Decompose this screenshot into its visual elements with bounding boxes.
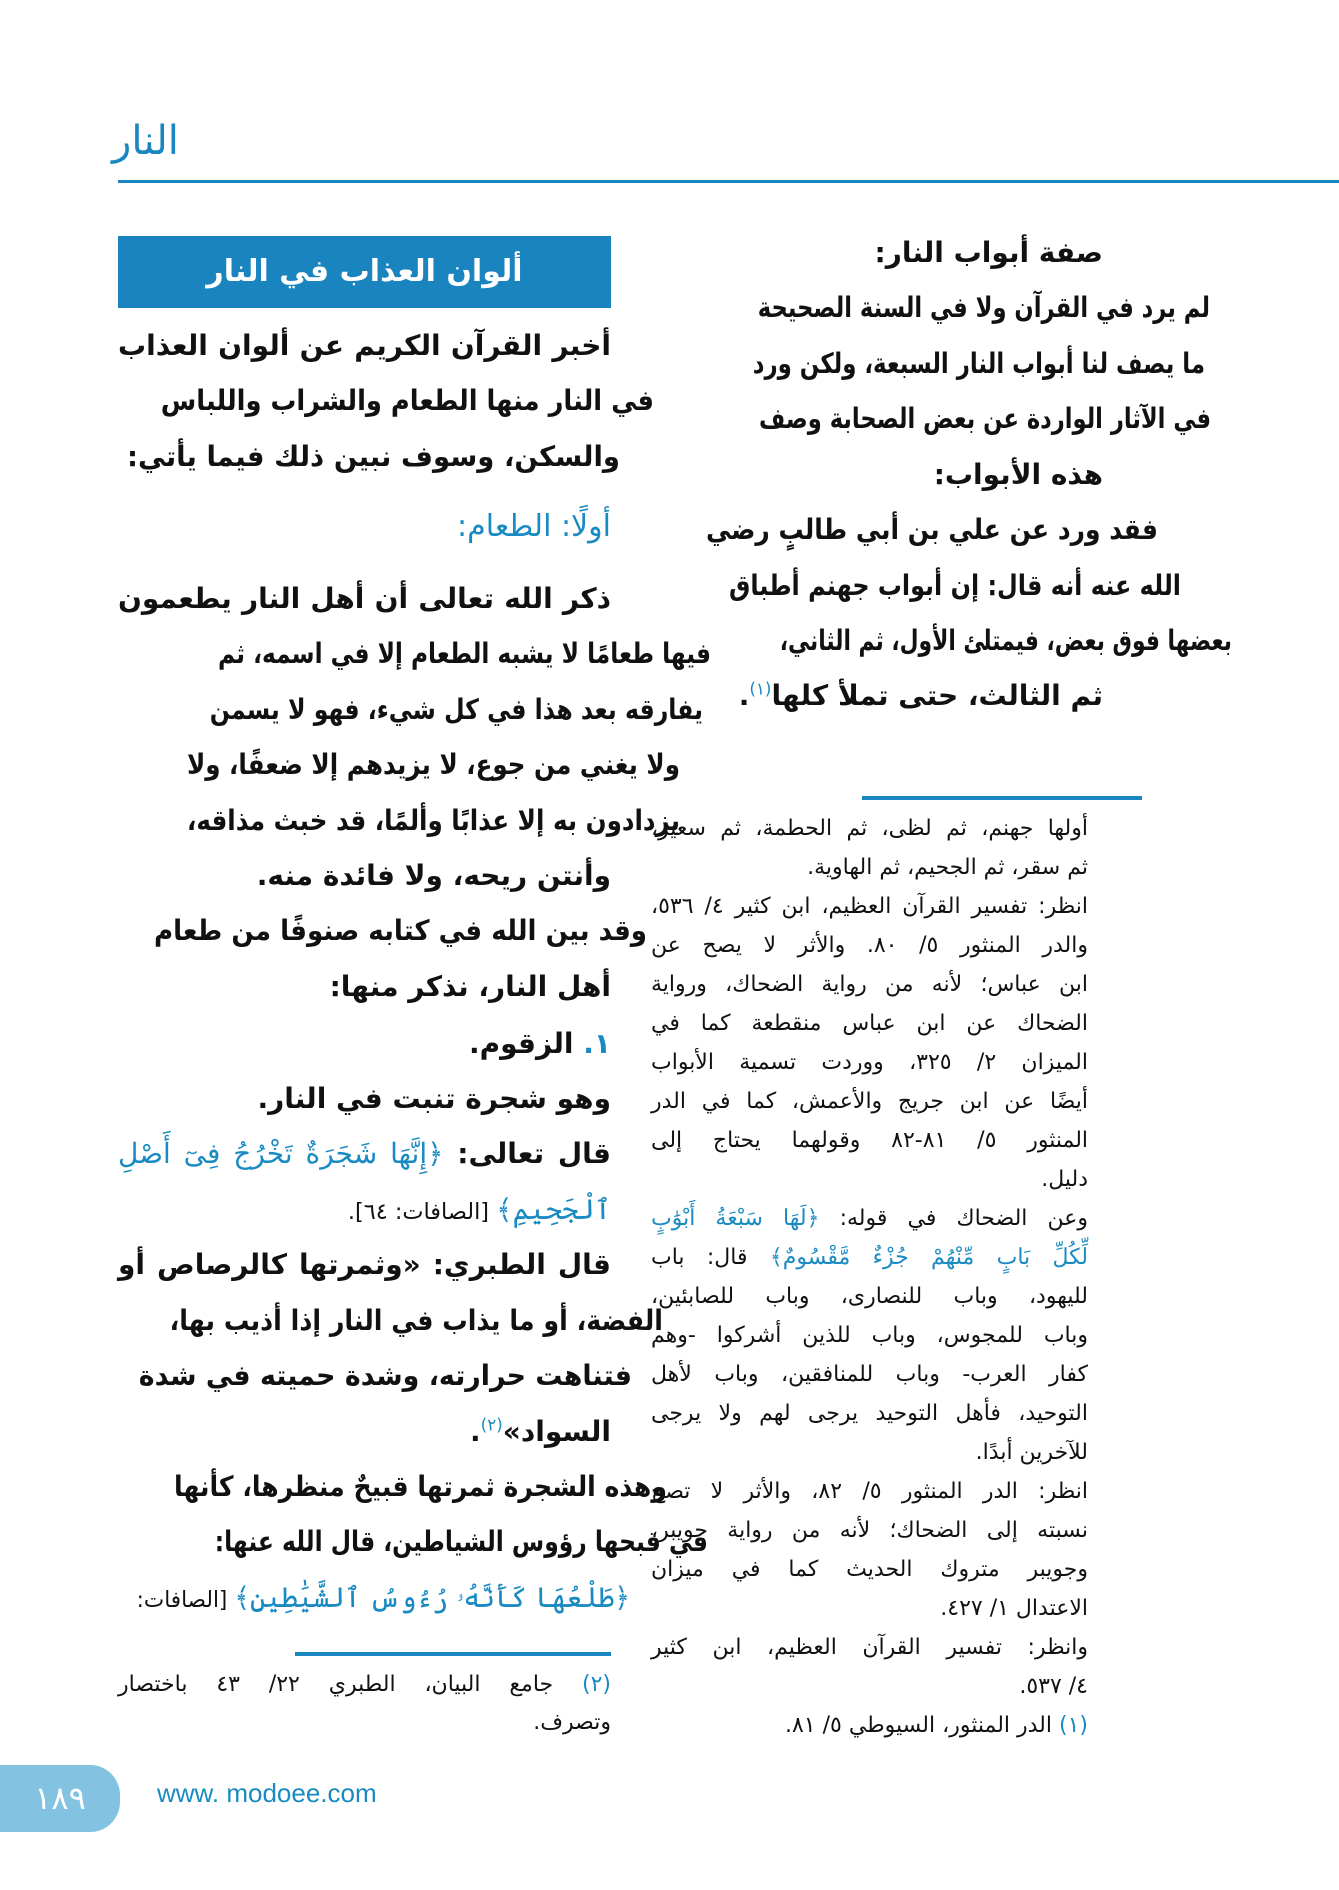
footnote-line [651, 1707, 1088, 1745]
footnote-line: الميزان ٢/ ٣٢٥، ووردت تسمية الأبواب [651, 1049, 1088, 1075]
text-line: قال الطبري: «وثمرتها كالرصاص أو [118, 1248, 611, 1282]
footnote-line: الضحاك عن ابن عباس منقطعة كما في [651, 1010, 1088, 1036]
text-line: في النار منها الطعام والشراب واللباس [160, 384, 655, 418]
text-line: صفة أبواب النار: [874, 236, 1103, 270]
subheading: أولًا: الطعام: [457, 508, 611, 544]
footnote-line: وانظر: تفسير القرآن العظيم، ابن كثير [651, 1634, 1088, 1660]
quran-verse: ﴿طَلْعُهَا كَأَنَّهُۥ رُءُوسُ ٱلشَّيَٰطِينِ﴾ [234, 1580, 630, 1614]
text-line: الله عنه أنه قال: إن أبواب جهنم أطباق [729, 568, 1181, 602]
footnote-line: وجويبر متروك الحديث كما في ميزان [651, 1556, 1088, 1582]
section-title-box: ألوان العذاب في النار [118, 236, 611, 308]
text-line: ما يصف لنا أبواب النار السبعة، ولكن ورد [752, 346, 1205, 380]
footnote-line: وتصرف. [533, 1710, 611, 1736]
footnote-line: انظر: تفسير القرآن العظيم، ابن كثير ٤/ ٥٣٦، [651, 894, 1088, 919]
text-line: في الآثار الواردة عن بعض الصحابة وصف [759, 402, 1211, 436]
text-line: في قبحها رؤوس الشياطين، قال الله عنها: [214, 1525, 708, 1559]
text-segment: قال: باب [651, 1244, 770, 1270]
text-segment: وعن الضحاك في قوله: [819, 1205, 1089, 1231]
footnote-line [118, 1666, 611, 1704]
footnote-ref: (٢) [480, 1414, 503, 1435]
chapter-title: النار [112, 118, 179, 164]
text-line: الفضة، أو ما يذاب في النار إذا أذيب بها، [169, 1303, 663, 1337]
text-segment: قال تعالى: [443, 1137, 612, 1171]
text-segment: جامع البيان، الطبري ٢٢/ ٤٣ باختصار [118, 1671, 554, 1697]
text-line: لم يرد في القرآن ولا في السنة الصحيحة [757, 291, 1210, 325]
text-segment: . [470, 1414, 481, 1448]
text-line: يفارقه بعد هذا في كل شيء، فهو لا يسمن [209, 692, 703, 726]
footnote-line: ابن عباس؛ لأنه من رواية الضحاك، ورواية [651, 971, 1088, 997]
footnote-line: أيضًا عن ابن جريج والأعمش، كما في الدر [651, 1088, 1088, 1114]
text-segment: . [738, 679, 750, 713]
footnote-line: نسبته إلى الضحاك؛ لأنه من رواية جويبر، [651, 1517, 1088, 1543]
text-segment: ١. [573, 1026, 611, 1060]
text-segment: الدر المنثور، السيوطي ٥/ ٨١. [784, 1712, 1052, 1738]
footnote-line: ثم سقر، ثم الجحيم، ثم الهاوية. [807, 855, 1088, 881]
footnote-line: التوحيد، فأهل التوحيد يرجى لهم ولا يرجى [651, 1400, 1088, 1426]
text-segment: الزقوم. [468, 1026, 574, 1060]
text-line [118, 1183, 611, 1237]
text-line: أهل النار، نذكر منها: [329, 969, 611, 1003]
text-segment: (٢) [553, 1671, 611, 1697]
text-line: أخبر القرآن الكريم عن ألوان العذاب [118, 328, 611, 362]
text-line: وهو شجرة تنبت في النار. [257, 1081, 611, 1115]
text-line: هذه الأبواب: [933, 457, 1103, 491]
text-line: فيها طعامًا لا يشبه الطعام إلا في اسمه، ثم [218, 637, 711, 671]
footnote-divider-right [862, 796, 1142, 800]
site-url-link[interactable]: www. modoee.com [157, 1778, 377, 1808]
header-divider [118, 180, 1339, 183]
text-line [651, 669, 1103, 723]
text-line: وقد بين الله في كتابه صنوفًا من طعام [154, 914, 647, 948]
text-segment: (١) [1052, 1712, 1088, 1738]
text-segment: السواد» [502, 1414, 611, 1448]
text-line: فتناهت حرارته، وشدة حميته في شدة [138, 1359, 633, 1393]
text-line [137, 1571, 630, 1625]
footnote-line: المنثور ٥/ ٨١-٨٢ وقولهما يحتاج إلى [651, 1127, 1089, 1153]
footnote-line [651, 1200, 1088, 1238]
text-line: يزدادون به إلا عذابًا وألمًا، قد خبث مذاقه، [187, 803, 680, 837]
text-line: بعضها فوق بعض، فيمتلئ الأول، ثم الثاني، [779, 624, 1232, 658]
footnote-line: أولها جهنم، ثم لظى، ثم الحطمة، ثم سعير، [651, 816, 1088, 842]
footnote-line: انظر: الدر المنثور ٥/ ٨٢، والأثر لا تصح [651, 1478, 1088, 1504]
quran-verse: لِّكُلِّ بَابٍ مِّنْهُمْ جُزْءٌ مَّقْسُومٌ﴾ [769, 1244, 1089, 1270]
footnote-divider-left [295, 1652, 611, 1656]
footnote-ref: (١) [749, 679, 772, 700]
page-number: ١٨٩ [0, 1765, 120, 1832]
verse-reference: [الصافات: ٦٤]. [347, 1198, 497, 1225]
text-line: وهذه الشجرة ثمرتها قبيحٌ منظرها، كأنها [174, 1469, 667, 1503]
footnote-line: للآخرين أبدًا. [975, 1439, 1088, 1465]
text-segment: ثم الثالث، حتى تملأ كلها [771, 679, 1103, 713]
footnote-line: كفار العرب- وباب للمنافقين، وباب لأهل [651, 1361, 1088, 1387]
footnote-line: ٤/ ٥٣٧. [1019, 1673, 1088, 1699]
quran-verse: ﴿لَهَا سَبْعَةُ أَبْوَٰبٍ [651, 1205, 820, 1231]
text-line: ولا يغني من جوع، لا يزيدهم إلا ضعفًا، ولا [186, 748, 680, 782]
text-line: وأنتن ريحه، ولا فائدة منه. [256, 859, 611, 893]
footnote-line [651, 1239, 1088, 1277]
footnote-line: والدر المنثور ٥/ ٨٠. والأثر لا يصح عن [651, 932, 1088, 958]
quran-verse: ﴿إِنَّهَا شَجَرَةٌ تَخْرُجُ فِىٓ أَصْلِ [118, 1137, 444, 1171]
text-line [118, 500, 611, 554]
footnote-line: لليهود، وباب للنصارى، وباب للصابئين، [651, 1283, 1088, 1309]
text-line: ذكر الله تعالى أن أهل النار يطعمون [118, 581, 611, 615]
footnote-line: وباب للمجوس، وباب للذين أشركوا -وهم [651, 1322, 1088, 1348]
footnote-line: الاعتدال ١/ ٤٢٧. [940, 1595, 1088, 1621]
text-line [118, 1127, 611, 1181]
text-line: والسكن، وسوف نبين ذلك فيما يأتي: [127, 439, 620, 473]
quran-verse: ٱلْجَحِيمِ﴾ [496, 1192, 611, 1226]
verse-reference: [الصافات: [136, 1586, 235, 1613]
text-line: فقد ورد عن علي بن أبي طالبٍ رضي [706, 513, 1158, 547]
text-line [118, 1405, 611, 1459]
text-line [118, 1017, 611, 1071]
footnote-line: دليل. [1041, 1166, 1088, 1192]
